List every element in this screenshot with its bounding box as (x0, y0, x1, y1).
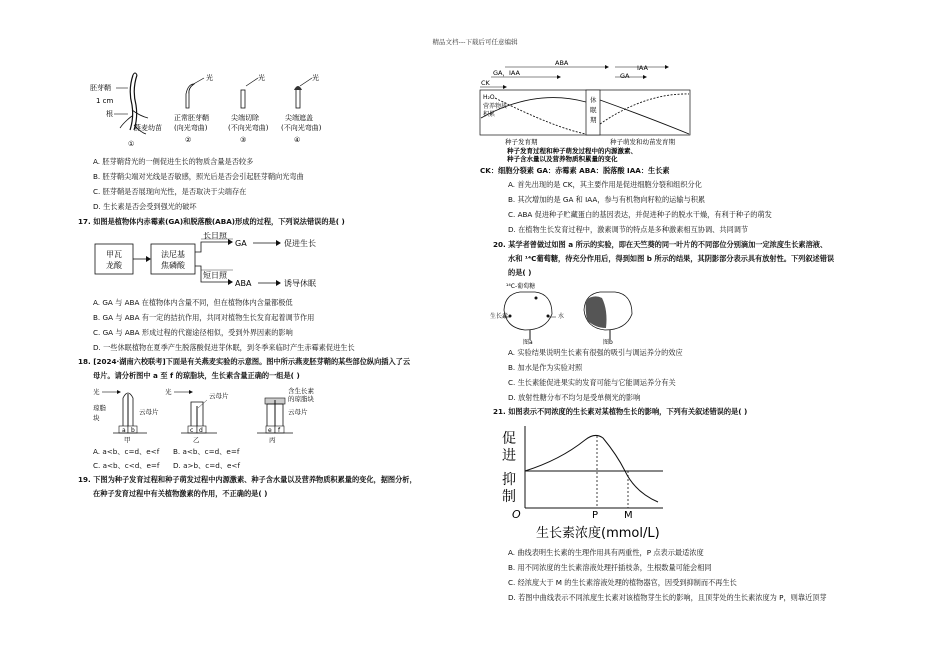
promote-growth-label: 促进生长 (284, 239, 316, 248)
water-label: 水 (558, 313, 565, 320)
q17-option-c: C. GA 与 ABA 形成过程的代谢途径相似，受到外界因素的影响 (93, 328, 293, 337)
box2-line2: 焦磷酸 (161, 261, 185, 270)
circle-2: ② (185, 136, 192, 144)
q19-option-c: C. ABA 促进种子贮藏蛋白的基因表达，并促进种子的脱水干燥，有利于种子的萌发 (508, 210, 772, 219)
q20-option-b: B. 加水是作为实验对照 (508, 363, 583, 372)
q20-option-d: D. 放射性糖分布不均匀是受单侧光的影响 (508, 393, 641, 402)
root-label: 根 (106, 110, 113, 118)
block-b: b (131, 427, 135, 434)
auxin-concentration-figure (500, 420, 680, 545)
aba-label: ABA (235, 279, 252, 288)
agar-jia-2: 块 (93, 414, 100, 422)
dev-period-label: 种子发育期 (505, 138, 538, 146)
glucose-label: ¹⁴C-葡萄糖 (506, 283, 536, 290)
h2o-label: H₂O (483, 94, 495, 101)
caption-line1: 种子发育过程和种子萌发过程中的内源激素、 (507, 147, 637, 155)
mica-bing: 云母片 (288, 408, 308, 416)
q19-option-d: D. 在植物生长发育过程中，激素调节的特点是多种激素相互协调、共同调节 (508, 225, 749, 234)
q20-stem-line2: 水和 ¹⁴C葡萄糖，待充分作用后，得到如图 b 所示的结果，其阴影部分表示具有放射性。下列叙述错误 (508, 254, 835, 263)
promote-1: 促 (502, 431, 516, 447)
q20-option-c: C. 生长素能促进果实的发育可能与它能调运养分有关 (508, 378, 676, 387)
seedling-label: 燕麦幼苗 (134, 124, 162, 132)
nutrient-label-2: 积累 (483, 111, 496, 118)
q18-option-a: A. a<b、c=d、e<f (93, 447, 160, 456)
q21-option-c: C. 经浓度大于 M 的生长素溶液处理的植物器官，因受到抑制而不再生长 (508, 578, 737, 587)
q21-option-d: D. 若图中曲线表示不同浓度生长素对该植物芽生长的影响，且顶芽处的生长素浓度为 P，则靠近顶芽 (508, 593, 827, 602)
cm-label: 1 cm (96, 97, 114, 105)
oat-mica-figure (93, 384, 343, 446)
ga-label: GA (235, 239, 247, 248)
q21-stem: 21. 如图表示不同浓度的生长素对某植物生长的影响，下列有关叙述错误的是( ) (493, 407, 748, 416)
label-bing: 丙 (269, 436, 276, 444)
no-bend-label-4: (不向光弯曲) (281, 124, 322, 132)
induce-dormancy-label: 诱导休眠 (284, 279, 316, 288)
q17-option-a: A. GA 与 ABA 在植物体内含量不同，但在植物体内含量都极低 (93, 298, 293, 307)
caption-line2: 种子含水量以及营养物质积累量的变化 (507, 155, 618, 163)
page-header: 精品文档---下载后可任意编辑 (432, 38, 518, 46)
bend-label-2: (向光弯曲) (174, 124, 208, 132)
q20-option-a: A. 实验结果说明生长素有很强的吸引与调运养分的效应 (508, 348, 683, 357)
point-p-label: P (592, 510, 599, 521)
block-f: f (278, 427, 281, 434)
figure-a-label: 图a (523, 339, 533, 346)
q18-stem-line1: 18. [2024·湖南六校联考]下面是有关燕麦实验的示意图。图中所示燕麦胚芽鞘的某些部位纵向插入了云 (78, 357, 411, 366)
long-day-label: 长日照 (203, 232, 227, 240)
x-axis-label: 生长素浓度(mmol/L) (536, 526, 660, 541)
inhibit-1: 抑 (502, 472, 516, 488)
mica-jia: 云母片 (139, 408, 159, 416)
block-a: a (122, 427, 126, 434)
q17-option-d: D. 一些休眠植物在夏季产生脱落酸促进芽休眠，到冬季来临时产生赤霉素促进生长 (93, 343, 355, 352)
box1-line2: 龙酸 (106, 261, 122, 270)
promote-2: 进 (502, 448, 516, 464)
q18-option-c: C. a<b、c<d、e=f (93, 461, 160, 470)
oat-experiment-figure (88, 70, 358, 150)
q16-option-a: A. 胚芽鞘背光的一侧促进生长的物质含量是否较多 (93, 157, 254, 166)
ga-iaa-span-label: GA，IAA (493, 69, 520, 77)
ck-span-label: CK (481, 79, 490, 87)
mica-yi: 云母片 (209, 392, 229, 400)
no-bend-label-3: (不向光弯曲) (228, 124, 269, 132)
normal-coleoptile-label: 正常胚芽鞘 (174, 114, 209, 122)
point-m-label: M (624, 510, 633, 521)
agar-jia-1: 琼脂 (93, 404, 106, 412)
auxin-agar-2: 的琼脂块 (288, 395, 314, 403)
short-day-label: 短日照 (203, 271, 227, 280)
q17-stem: 17. 如图是植物体内赤霉素(GA)和脱落酸(ABA)形成的过程，下列说法错误的是( ) (78, 217, 345, 226)
dormancy-3: 期 (590, 116, 597, 124)
ga-aba-pathway-diagram (93, 232, 363, 294)
light-yi: 光 (165, 388, 172, 396)
ga-span-label: GA (620, 72, 630, 80)
block-e: e (268, 427, 272, 434)
tip-covered-label: 尖端遮盖 (285, 114, 313, 122)
inhibit-2: 制 (502, 489, 516, 505)
q19-stem-line1: 19. 下图为种子发育过程和种子萌发过程中内源激素、种子含水量以及营养物质积累量的变化，据图分析， (78, 475, 417, 484)
aba-span-label: ABA (555, 59, 569, 67)
nutrient-label-1: 营养物质 (483, 103, 508, 110)
q16-option-c: C. 胚芽鞘是否展现向光性，是否取决于尖端存在 (93, 187, 247, 196)
tip-removed-label: 尖端切除 (231, 114, 259, 122)
q20-stem-line1: 20. 某学者曾做过如图 a 所示的实验，即在天竺葵的同一叶片的不同部位分别滴加一定浓度生长素溶液、 (493, 240, 828, 249)
q16-option-b: B. 胚芽鞘尖端对光线是否敏感，照光后是否会引起胚芽鞘向光弯曲 (93, 172, 304, 181)
q21-option-b: B. 用不同浓度的生长素溶液处理扦插枝条，生根数量可能会相同 (508, 563, 712, 572)
light-jia: 光 (93, 388, 100, 396)
figure-b-label: 图b (603, 339, 613, 346)
origin-label: O (512, 508, 521, 521)
light-label-2: 光 (206, 74, 213, 82)
auxin-agar-1: 含生长素 (288, 387, 314, 395)
q21-option-a: A. 曲线表明生长素的生理作用具有两重性，P 点表示最适浓度 (508, 548, 704, 557)
circle-1: ① (128, 140, 135, 148)
block-d: d (199, 427, 203, 434)
q20-stem-line3: 的是( ) (508, 268, 532, 277)
geranium-leaf-figure (490, 280, 680, 346)
q19-option-b: B. 其次增加的是 GA 和 IAA，参与有机物向籽粒的运输与积累 (508, 195, 706, 204)
q18-option-d: D. a>b、c=d、e<f (173, 461, 240, 470)
label-yi: 乙 (193, 436, 200, 444)
q18-option-b: B. a<b、c=d、e=f (173, 447, 240, 456)
circle-4: ④ (294, 136, 301, 144)
iaa-span-label: IAA (637, 64, 648, 72)
label-jia: 甲 (124, 436, 131, 444)
q19-option-a: A. 首先出现的是 CK，其主要作用是促进细胞分裂和组织分化 (508, 180, 702, 189)
auxin-label: 生长素 (490, 313, 509, 320)
box1-line1: 甲瓦 (106, 250, 122, 259)
box2-line1: 法尼基 (161, 250, 185, 259)
dormancy-2: 眠 (590, 106, 597, 114)
q19-stem-line2: 在种子发育过程中有关植物激素的作用，不正确的是( ) (93, 489, 268, 498)
dormancy-1: 休 (590, 96, 597, 104)
q16-option-d: D. 生长素是否会受到强光的破坏 (93, 202, 197, 211)
seed-hormone-figure (475, 58, 705, 168)
q18-stem-line2: 母片。请分析图中 a 至 f 的琼脂块，生长素含量正确的一组是( ) (93, 371, 300, 380)
q17-option-b: B. GA 与 ABA 有一定的拮抗作用，共同对植物生长发育起着调节作用 (93, 313, 315, 322)
circle-3: ③ (240, 136, 247, 144)
hormone-legend: CK：细胞分裂素 GA：赤霉素 ABA：脱落酸 IAA：生长素 (480, 166, 670, 175)
light-label-3: 光 (258, 74, 265, 82)
light-label-4: 光 (312, 74, 319, 82)
block-c: c (190, 427, 194, 434)
germination-label: 种子萌发和幼苗发育期 (610, 138, 675, 146)
coleoptile-label: 胚芽鞘 (90, 84, 111, 92)
